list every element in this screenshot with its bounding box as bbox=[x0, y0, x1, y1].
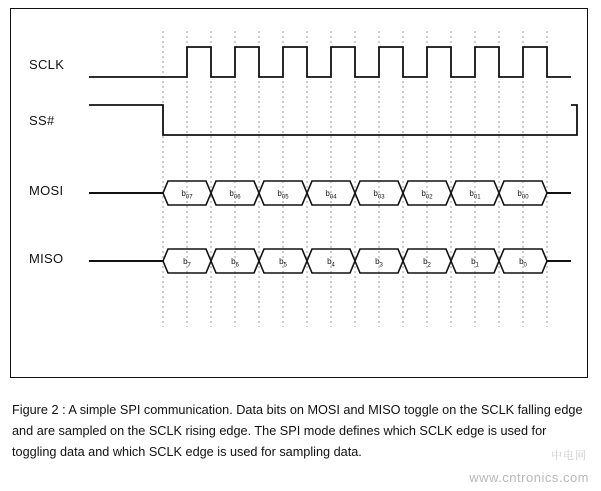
bit-label: $b_6$ bbox=[231, 257, 239, 269]
figure-caption: Figure 2 : A simple SPI communication. Data bits on MOSI and MISO toggle on the SCLK falling edge and are sampled on the SCLK rising edge. The SPI mode defines which SCLK edge is used for toggling data and which SCLK edge is used for sampling data. bbox=[12, 403, 583, 459]
signal-label-sclk: SCLK bbox=[29, 57, 65, 72]
watermark-chinese: 中电网 bbox=[551, 450, 587, 462]
signal-label-ss: SS# bbox=[29, 113, 55, 128]
bit-label: $b_4$ bbox=[327, 257, 335, 269]
bit-label: $b_3$ bbox=[375, 257, 383, 269]
bit-label: $b_0$ bbox=[519, 257, 527, 269]
signal-label-miso: MISO bbox=[29, 251, 64, 266]
bit-label: $b_{06}$ bbox=[229, 189, 241, 201]
bit-label: $b_1$ bbox=[471, 257, 479, 269]
bit-label: $b_{01}$ bbox=[469, 189, 481, 201]
waveform-traces bbox=[89, 47, 577, 261]
bit-label: $b_{00}$ bbox=[517, 189, 529, 201]
signal-label-mosi: MOSI bbox=[29, 183, 64, 198]
figure-panel bbox=[10, 8, 588, 378]
spi-timing-waveform bbox=[11, 9, 589, 379]
bit-label: $b_2$ bbox=[423, 257, 431, 269]
watermark-url: www.cntronics.com bbox=[469, 470, 589, 485]
bit-label: $b_{05}$ bbox=[277, 189, 289, 201]
bit-label: $b_{07}$ bbox=[181, 189, 193, 201]
bit-label: $b_{03}$ bbox=[373, 189, 385, 201]
bit-label: $b_{02}$ bbox=[421, 189, 433, 201]
bit-label: $b_5$ bbox=[279, 257, 287, 269]
bit-label: $b_7$ bbox=[183, 257, 191, 269]
bit-label: $b_{04}$ bbox=[325, 189, 337, 201]
